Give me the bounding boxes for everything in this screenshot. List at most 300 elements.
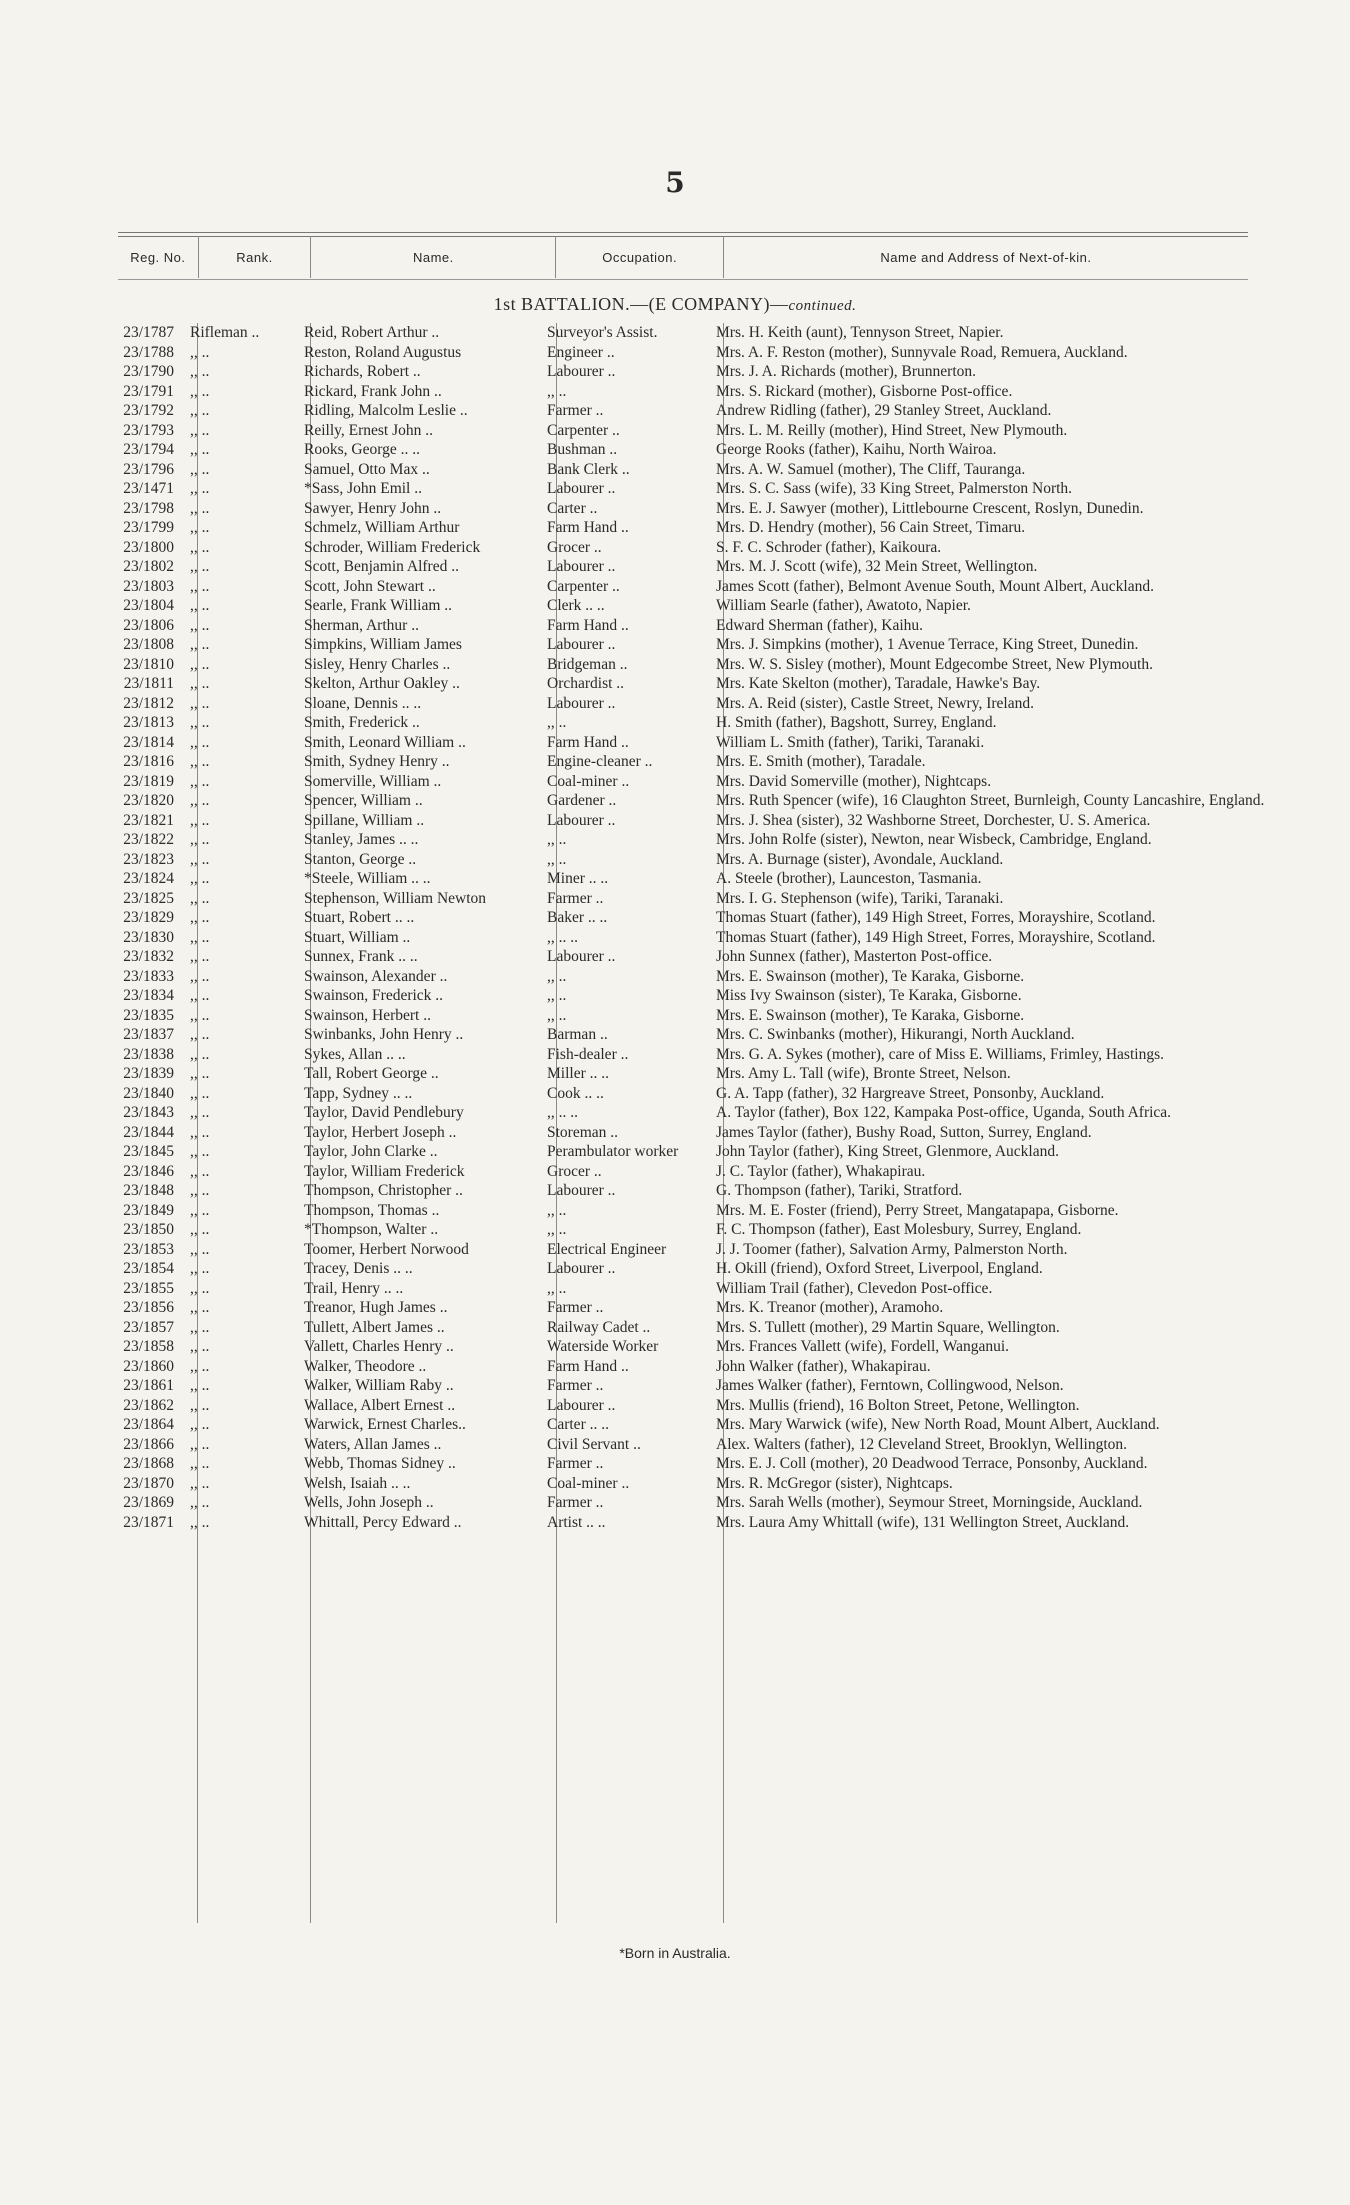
next-of-kin-cell: John Walker (father), Whakapirau. bbox=[716, 1357, 931, 1375]
reg-no-cell: 23/1799 bbox=[123, 519, 174, 536]
table-row bbox=[104, 733, 1270, 753]
reg-no-cell: 23/1850 bbox=[123, 1221, 174, 1238]
reg-no-cell: 23/1843 bbox=[123, 1104, 174, 1121]
name-cell: Tapp, Sydney .. .. bbox=[304, 1084, 413, 1102]
name-cell: Skelton, Arthur Oakley .. bbox=[304, 675, 460, 692]
reg-no-cell: 23/1839 bbox=[123, 1065, 174, 1082]
reg-no-cell: 23/1802 bbox=[123, 558, 174, 575]
rank-cell: Rifleman .. bbox=[190, 324, 260, 341]
name-cell: Waters, Allan James .. bbox=[304, 1435, 442, 1453]
rank-cell: ,, .. bbox=[190, 460, 210, 478]
reg-no-cell: 23/1813 bbox=[123, 714, 174, 731]
occupation-cell: ,, .. bbox=[547, 1279, 567, 1297]
reg-no-cell: 23/1862 bbox=[123, 1396, 174, 1414]
rank-cell: ,, .. bbox=[190, 597, 210, 614]
occupation-cell: Farmer .. bbox=[547, 402, 604, 419]
rank-cell: ,, .. bbox=[190, 1045, 210, 1063]
reg-no-cell: 23/1830 bbox=[123, 928, 174, 946]
reg-no-cell: 23/1788 bbox=[123, 343, 174, 361]
next-of-kin-cell: James Taylor (father), Bushy Road, Sutton, Surrey, England. bbox=[716, 1123, 1092, 1141]
header-rank: Rank. bbox=[199, 236, 312, 278]
name-cell: Stanton, George .. bbox=[304, 850, 417, 868]
next-of-kin-cell: Mrs. E. Swainson (mother), Te Karaka, Gisborne. bbox=[716, 1006, 1025, 1024]
rank-cell: ,, .. bbox=[190, 1162, 210, 1180]
occupation-cell: Surveyor's Assist. bbox=[547, 324, 658, 341]
next-of-kin-cell: Mrs. David Somerville (mother), Nightcaps. bbox=[716, 772, 992, 790]
occupation-cell: Carter .. .. bbox=[547, 1416, 609, 1433]
next-of-kin-cell: J. C. Taylor (father), Whakapirau. bbox=[716, 1162, 926, 1180]
next-of-kin-cell: Alex. Walters (father), 12 Cleveland Street, Brooklyn, Wellington. bbox=[716, 1435, 1128, 1453]
next-of-kin-cell: Edward Sherman (father), Kaihu. bbox=[716, 616, 924, 634]
occupation-cell: ,, .. .. bbox=[547, 1104, 578, 1121]
occupation-cell: Carter .. bbox=[547, 499, 598, 517]
occupation-cell: Farmer .. bbox=[547, 1494, 604, 1511]
reg-no-cell: 23/1871 bbox=[123, 1513, 174, 1531]
next-of-kin-cell: George Rooks (father), Kaihu, North Wairoa. bbox=[716, 441, 997, 458]
reg-no-cell: 23/1812 bbox=[123, 694, 174, 712]
occupation-cell: Perambulator worker bbox=[547, 1143, 679, 1160]
name-cell: Sunnex, Frank .. .. bbox=[304, 948, 418, 965]
next-of-kin-cell: Mrs. E. Swainson (mother), Te Karaka, Gisborne. bbox=[716, 967, 1025, 985]
reg-no-cell: 23/1471 bbox=[123, 480, 174, 497]
next-of-kin-cell: Mrs. Frances Vallett (wife), Fordell, Wanganui. bbox=[716, 1338, 1010, 1355]
rank-cell: ,, .. bbox=[190, 1240, 210, 1258]
table-row bbox=[104, 382, 1270, 402]
table-row bbox=[104, 1201, 1270, 1221]
next-of-kin-cell: J. J. Toomer (father), Salvation Army, Palmerston North. bbox=[716, 1240, 1068, 1258]
occupation-cell: Labourer .. bbox=[547, 811, 616, 829]
occupation-cell: ,, .. .. bbox=[547, 928, 578, 946]
rank-cell: ,, .. bbox=[190, 1299, 210, 1316]
occupation-cell: Clerk .. .. bbox=[547, 597, 605, 614]
table-row bbox=[104, 1513, 1270, 1533]
table-row bbox=[104, 928, 1270, 948]
footnote: *Born in Australia. bbox=[619, 1945, 731, 1961]
reg-no-cell: 23/1858 bbox=[123, 1338, 174, 1355]
name-cell: Wells, John Joseph .. bbox=[304, 1494, 434, 1511]
reg-no-cell: 23/1868 bbox=[123, 1455, 174, 1472]
name-cell: Taylor, William Frederick bbox=[304, 1162, 465, 1180]
rank-cell: ,, .. bbox=[190, 1084, 210, 1102]
name-cell: Swainson, Herbert .. bbox=[304, 1006, 431, 1024]
table-row bbox=[104, 655, 1270, 675]
occupation-cell: ,, .. bbox=[547, 967, 567, 985]
next-of-kin-cell: G. A. Tapp (father), 32 Hargreave Street, Ponsonby, Auckland. bbox=[716, 1084, 1105, 1102]
reg-no-cell: 23/1821 bbox=[123, 811, 174, 829]
reg-no-cell: 23/1787 bbox=[123, 324, 174, 341]
reg-no-cell: 23/1791 bbox=[123, 382, 174, 400]
table-row bbox=[104, 538, 1270, 558]
next-of-kin-cell: Mrs. C. Swinbanks (mother), Hikurangi, North Auckland. bbox=[716, 1026, 1075, 1043]
occupation-cell: Baker .. .. bbox=[547, 909, 608, 926]
reg-no-cell: 23/1860 bbox=[123, 1357, 174, 1375]
name-cell: Schmelz, William Arthur bbox=[304, 519, 460, 536]
name-cell: Richards, Robert .. bbox=[304, 363, 421, 380]
rank-cell: ,, .. bbox=[190, 1435, 210, 1453]
table-row bbox=[104, 1181, 1270, 1201]
next-of-kin-cell: G. Thompson (father), Tariki, Stratford. bbox=[716, 1182, 963, 1199]
rank-cell: ,, .. bbox=[190, 538, 210, 556]
name-cell: Sykes, Allan .. .. bbox=[304, 1045, 406, 1063]
next-of-kin-cell: A. Taylor (father), Box 122, Kampaka Post-office, Uganda, South Africa. bbox=[716, 1104, 1172, 1121]
table-row bbox=[104, 1454, 1270, 1474]
next-of-kin-cell: Mrs. A. W. Samuel (mother), The Cliff, Tauranga. bbox=[716, 460, 1026, 478]
rank-cell: ,, .. bbox=[190, 1123, 210, 1141]
reg-no-cell: 23/1793 bbox=[123, 421, 174, 439]
name-cell: Walker, Theodore .. bbox=[304, 1357, 427, 1375]
next-of-kin-cell: H. Okill (friend), Oxford Street, Liverpool, England. bbox=[716, 1260, 1043, 1277]
next-of-kin-cell: Mrs. S. Tullett (mother), 29 Martin Square, Wellington. bbox=[716, 1318, 1060, 1336]
next-of-kin-cell: John Sunnex (father), Masterton Post-office. bbox=[716, 948, 993, 965]
rank-cell: ,, .. bbox=[190, 1006, 210, 1024]
reg-no-cell: 23/1857 bbox=[123, 1318, 174, 1336]
name-cell: Vallett, Charles Henry .. bbox=[304, 1338, 454, 1355]
next-of-kin-cell: Thomas Stuart (father), 149 High Street, Forres, Morayshire, Scotland. bbox=[716, 928, 1156, 946]
occupation-cell: ,, .. bbox=[547, 1201, 567, 1219]
rank-cell: ,, .. bbox=[190, 1396, 210, 1414]
table-row bbox=[104, 1064, 1270, 1084]
rank-cell: ,, .. bbox=[190, 675, 210, 692]
occupation-cell: ,, .. bbox=[547, 1006, 567, 1024]
reg-no-cell: 23/1824 bbox=[123, 870, 174, 887]
header-occupation: Occupation. bbox=[556, 236, 723, 278]
table-row bbox=[104, 362, 1270, 382]
table-row bbox=[104, 674, 1270, 694]
reg-no-cell: 23/1825 bbox=[123, 889, 174, 907]
next-of-kin-cell: William Trail (father), Clevedon Post-office. bbox=[716, 1279, 993, 1297]
rank-cell: ,, .. bbox=[190, 1260, 210, 1277]
table-row bbox=[104, 694, 1270, 714]
table-row bbox=[104, 1123, 1270, 1143]
table-row bbox=[104, 1142, 1270, 1162]
occupation-cell: Labourer .. bbox=[547, 480, 616, 497]
reg-no-cell: 23/1848 bbox=[123, 1182, 174, 1199]
rank-cell: ,, .. bbox=[190, 519, 210, 536]
occupation-cell: Farmer .. bbox=[547, 1299, 604, 1316]
rank-cell: ,, .. bbox=[190, 577, 210, 595]
name-cell: Sisley, Henry Charles .. bbox=[304, 655, 451, 673]
table-row bbox=[104, 772, 1270, 792]
occupation-cell: Farm Hand .. bbox=[547, 733, 629, 751]
name-cell: Searle, Frank William .. bbox=[304, 597, 453, 614]
next-of-kin-cell: Mrs. S. C. Sass (wife), 33 King Street, Palmerston North. bbox=[716, 480, 1073, 497]
table-row bbox=[104, 1103, 1270, 1123]
next-of-kin-cell: Andrew Ridling (father), 29 Stanley Street, Auckland. bbox=[716, 402, 1052, 419]
reg-no-cell: 23/1796 bbox=[123, 460, 174, 478]
reg-no-cell: 23/1853 bbox=[123, 1240, 174, 1258]
next-of-kin-cell: Mrs. I. G. Stephenson (wife), Tariki, Taranaki. bbox=[716, 889, 1004, 907]
rank-cell: ,, .. bbox=[190, 1026, 210, 1043]
table-row bbox=[104, 1298, 1270, 1318]
occupation-cell: Labourer .. bbox=[547, 1260, 616, 1277]
next-of-kin-cell: Miss Ivy Swainson (sister), Te Karaka, Gisborne. bbox=[716, 987, 1022, 1004]
section-title-text: 1st BATTALION.—(E COMPANY)— bbox=[493, 294, 789, 314]
occupation-cell: Orchardist .. bbox=[547, 675, 625, 692]
table-row bbox=[104, 1279, 1270, 1299]
table-row bbox=[104, 811, 1270, 831]
rank-cell: ,, .. bbox=[190, 343, 210, 361]
next-of-kin-cell: Thomas Stuart (father), 149 High Street, Forres, Morayshire, Scotland. bbox=[716, 909, 1156, 926]
occupation-cell: ,, .. bbox=[547, 714, 567, 731]
next-of-kin-cell: Mrs. J. Simpkins (mother), 1 Avenue Terrace, King Street, Dunedin. bbox=[716, 636, 1139, 653]
occupation-cell: Bushman .. bbox=[547, 441, 618, 458]
reg-no-cell: 23/1864 bbox=[123, 1416, 174, 1433]
name-cell: Taylor, John Clarke .. bbox=[304, 1143, 438, 1160]
next-of-kin-cell: Mrs. A. F. Reston (mother), Sunnyvale Road, Remuera, Auckland. bbox=[716, 343, 1128, 361]
reg-no-cell: 23/1808 bbox=[123, 636, 174, 653]
table-row bbox=[104, 616, 1270, 636]
name-cell: Stanley, James .. .. bbox=[304, 831, 419, 848]
occupation-cell: Labourer .. bbox=[547, 636, 616, 653]
next-of-kin-cell: Mrs. M. E. Foster (friend), Perry Street, Mangatapapa, Gisborne. bbox=[716, 1201, 1119, 1219]
occupation-cell: Miller .. .. bbox=[547, 1065, 609, 1082]
table-header bbox=[118, 236, 1248, 278]
next-of-kin-cell: Mrs. W. S. Sisley (mother), Mount Edgecombe Street, New Plymouth. bbox=[716, 655, 1153, 673]
occupation-cell: Farm Hand .. bbox=[547, 616, 629, 634]
next-of-kin-cell: William L. Smith (father), Tariki, Taranaki. bbox=[716, 733, 985, 751]
next-of-kin-cell: Mrs. J. A. Richards (mother), Brunnerton. bbox=[716, 363, 977, 380]
occupation-cell: Bank Clerk .. bbox=[547, 460, 630, 478]
rank-cell: ,, .. bbox=[190, 1221, 210, 1238]
next-of-kin-cell: Mrs. G. A. Sykes (mother), care of Miss E. Williams, Frimley, Hastings. bbox=[716, 1045, 1164, 1063]
name-cell: Treanor, Hugh James .. bbox=[304, 1299, 448, 1316]
table-row bbox=[104, 460, 1270, 480]
rank-cell: ,, .. bbox=[190, 655, 210, 673]
name-cell: Warwick, Ernest Charles.. bbox=[304, 1416, 466, 1433]
reg-no-cell: 23/1866 bbox=[123, 1435, 174, 1453]
occupation-cell: Storeman .. bbox=[547, 1123, 619, 1141]
next-of-kin-cell: Mrs. L. M. Reilly (mother), Hind Street, New Plymouth. bbox=[716, 421, 1068, 439]
next-of-kin-cell: S. F. C. Schroder (father), Kaikoura. bbox=[716, 538, 942, 556]
occupation-cell: ,, .. bbox=[547, 987, 567, 1004]
occupation-cell: Railway Cadet .. bbox=[547, 1318, 651, 1336]
occupation-cell: Fish-dealer .. bbox=[547, 1045, 629, 1063]
table-row bbox=[104, 1396, 1270, 1416]
table-row bbox=[104, 986, 1270, 1006]
rank-cell: ,, .. bbox=[190, 499, 210, 517]
reg-no-cell: 23/1811 bbox=[123, 675, 174, 692]
occupation-cell: Gardener .. bbox=[547, 792, 617, 809]
next-of-kin-cell: F. C. Thompson (father), East Molesbury, Surrey, England. bbox=[716, 1221, 1082, 1238]
rank-cell: ,, .. bbox=[190, 382, 210, 400]
occupation-cell: Barman .. bbox=[547, 1026, 608, 1043]
name-cell: Smith, Sydney Henry .. bbox=[304, 753, 450, 770]
occupation-cell: Labourer .. bbox=[547, 1182, 616, 1199]
reg-no-cell: 23/1838 bbox=[123, 1045, 174, 1063]
rank-cell: ,, .. bbox=[190, 753, 210, 770]
next-of-kin-cell: James Scott (father), Belmont Avenue South, Mount Albert, Auckland. bbox=[716, 577, 1154, 595]
name-cell: Rickard, Frank John .. bbox=[304, 382, 442, 400]
occupation-cell: Labourer .. bbox=[547, 1396, 616, 1414]
rank-cell: ,, .. bbox=[190, 402, 210, 419]
name-cell: Smith, Frederick .. bbox=[304, 714, 420, 731]
rank-cell: ,, .. bbox=[190, 1182, 210, 1199]
reg-no-cell: 23/1846 bbox=[123, 1162, 174, 1180]
occupation-cell: Engineer .. bbox=[547, 343, 615, 361]
name-cell: Spencer, William .. bbox=[304, 792, 423, 809]
reg-no-cell: 23/1823 bbox=[123, 850, 174, 868]
reg-no-cell: 23/1794 bbox=[123, 441, 174, 458]
next-of-kin-cell: Mrs. A. Reid (sister), Castle Street, Newry, Ireland. bbox=[716, 694, 1034, 712]
rank-cell: ,, .. bbox=[190, 636, 210, 653]
name-cell: Swinbanks, John Henry .. bbox=[304, 1026, 464, 1043]
table-row bbox=[104, 1240, 1270, 1260]
rank-cell: ,, .. bbox=[190, 831, 210, 848]
next-of-kin-cell: Mrs. E. Smith (mother), Taradale. bbox=[716, 753, 926, 770]
table-row bbox=[104, 557, 1270, 577]
reg-no-cell: 23/1869 bbox=[123, 1494, 174, 1511]
rank-cell: ,, .. bbox=[190, 967, 210, 985]
reg-no-cell: 23/1790 bbox=[123, 363, 174, 380]
table-row bbox=[104, 440, 1270, 460]
next-of-kin-cell: James Walker (father), Ferntown, Collingwood, Nelson. bbox=[716, 1377, 1064, 1394]
rank-cell: ,, .. bbox=[190, 1377, 210, 1394]
table-row bbox=[104, 1493, 1270, 1513]
table-row bbox=[104, 850, 1270, 870]
occupation-cell: Grocer .. bbox=[547, 538, 602, 556]
name-cell: Taylor, Herbert Joseph .. bbox=[304, 1123, 457, 1141]
rank-cell: ,, .. bbox=[190, 1065, 210, 1082]
next-of-kin-cell: William Searle (father), Awatoto, Napier. bbox=[716, 597, 971, 614]
name-cell: Rooks, George .. .. bbox=[304, 441, 420, 458]
rank-cell: ,, .. bbox=[190, 1513, 210, 1531]
reg-no-cell: 23/1798 bbox=[123, 499, 174, 517]
rank-cell: ,, .. bbox=[190, 1494, 210, 1511]
next-of-kin-cell: Mrs. E. J. Coll (mother), 20 Deadwood Terrace, Ponsonby, Auckland. bbox=[716, 1455, 1148, 1472]
table-row bbox=[104, 1045, 1270, 1065]
occupation-cell: Miner .. .. bbox=[547, 870, 609, 887]
reg-no-cell: 23/1861 bbox=[123, 1377, 174, 1394]
rank-cell: ,, .. bbox=[190, 772, 210, 790]
next-of-kin-cell: Mrs. Mullis (friend), 16 Bolton Street, Petone, Wellington. bbox=[716, 1396, 1080, 1414]
table-row bbox=[104, 518, 1270, 538]
name-cell: Scott, John Stewart .. bbox=[304, 577, 436, 595]
name-cell: Thompson, Thomas .. bbox=[304, 1201, 440, 1219]
next-of-kin-cell: Mrs. Amy L. Tall (wife), Bronte Street, Nelson. bbox=[716, 1065, 1011, 1082]
name-cell: Reilly, Ernest John .. bbox=[304, 421, 434, 439]
rank-cell: ,, .. bbox=[190, 1416, 210, 1433]
occupation-cell: Bridgeman .. bbox=[547, 655, 628, 673]
reg-no-cell: 23/1840 bbox=[123, 1084, 174, 1102]
next-of-kin-cell: Mrs. K. Treanor (mother), Aramoho. bbox=[716, 1299, 944, 1316]
reg-no-cell: 23/1834 bbox=[123, 987, 174, 1004]
name-cell: Walker, William Raby .. bbox=[304, 1377, 454, 1394]
table-row bbox=[104, 421, 1270, 441]
reg-no-cell: 23/1806 bbox=[123, 616, 174, 634]
occupation-cell: Artist .. .. bbox=[547, 1513, 606, 1531]
next-of-kin-cell: Mrs. E. J. Sawyer (mother), Littlebourne Crescent, Roslyn, Dunedin. bbox=[716, 499, 1144, 517]
rank-cell: ,, .. bbox=[190, 1474, 210, 1492]
section-title bbox=[0, 294, 1350, 315]
reg-no-cell: 23/1822 bbox=[123, 831, 174, 848]
table-row bbox=[104, 1357, 1270, 1377]
rank-cell: ,, .. bbox=[190, 733, 210, 751]
reg-no-cell: 23/1810 bbox=[123, 655, 174, 673]
name-cell: Ridling, Malcolm Leslie .. bbox=[304, 402, 468, 419]
reg-no-cell: 23/1792 bbox=[123, 402, 174, 419]
name-cell: Welsh, Isaiah .. .. bbox=[304, 1474, 411, 1492]
table-row bbox=[104, 1318, 1270, 1338]
table-row bbox=[104, 1474, 1270, 1494]
table-row bbox=[104, 889, 1270, 909]
reg-no-cell: 23/1849 bbox=[123, 1201, 174, 1219]
name-cell: Reid, Robert Arthur .. bbox=[304, 324, 440, 341]
name-cell: *Sass, John Emil .. bbox=[304, 480, 422, 497]
name-cell: Simpkins, William James bbox=[304, 636, 462, 653]
reg-no-cell: 23/1820 bbox=[123, 792, 174, 809]
table-row bbox=[104, 635, 1270, 655]
reg-no-cell: 23/1800 bbox=[123, 538, 174, 556]
occupation-cell: Labourer .. bbox=[547, 948, 616, 965]
occupation-cell: Labourer .. bbox=[547, 363, 616, 380]
table-row bbox=[104, 596, 1270, 616]
rank-cell: ,, .. bbox=[190, 714, 210, 731]
rank-cell: ,, .. bbox=[190, 948, 210, 965]
occupation-cell: Labourer .. bbox=[547, 694, 616, 712]
name-cell: Taylor, David Pendlebury bbox=[304, 1104, 464, 1121]
occupation-cell: Carpenter .. bbox=[547, 577, 620, 595]
occupation-cell: Farm Hand .. bbox=[547, 519, 629, 536]
occupation-cell: Grocer .. bbox=[547, 1162, 602, 1180]
next-of-kin-cell: John Taylor (father), King Street, Glenmore, Auckland. bbox=[716, 1143, 1059, 1160]
next-of-kin-cell: Mrs. J. Shea (sister), 32 Washborne Street, Dorchester, U. S. America. bbox=[716, 811, 1151, 829]
next-of-kin-cell: Mrs. M. J. Scott (wife), 32 Mein Street, Wellington. bbox=[716, 558, 1038, 575]
table-row bbox=[104, 869, 1270, 889]
name-cell: Whittall, Percy Edward .. bbox=[304, 1513, 462, 1531]
name-cell: *Steele, William .. .. bbox=[304, 870, 431, 887]
next-of-kin-cell: Mrs. Ruth Spencer (wife), 16 Claughton Street, Burnleigh, County Lancashire, England. bbox=[716, 792, 1265, 809]
occupation-cell: Labourer .. bbox=[547, 558, 616, 575]
name-cell: Samuel, Otto Max .. bbox=[304, 460, 430, 478]
next-of-kin-cell: Mrs. Mary Warwick (wife), New North Road, Mount Albert, Auckland. bbox=[716, 1416, 1160, 1433]
name-cell: Reston, Roland Augustus bbox=[304, 343, 462, 361]
occupation-cell: Waterside Worker bbox=[547, 1338, 659, 1355]
next-of-kin-cell: Mrs. D. Hendry (mother), 56 Cain Street, Timaru. bbox=[716, 519, 1026, 536]
table-row bbox=[104, 752, 1270, 772]
table-row bbox=[104, 1259, 1270, 1279]
rank-cell: ,, .. bbox=[190, 1455, 210, 1472]
name-cell: Sawyer, Henry John .. bbox=[304, 499, 442, 517]
table-row bbox=[104, 577, 1270, 597]
name-cell: Swainson, Alexander .. bbox=[304, 967, 448, 985]
reg-no-cell: 23/1835 bbox=[123, 1006, 174, 1024]
name-cell: Sloane, Dennis .. .. bbox=[304, 694, 422, 712]
section-continued: continued. bbox=[788, 298, 857, 314]
occupation-cell: Farmer .. bbox=[547, 889, 604, 907]
reg-no-cell: 23/1814 bbox=[123, 733, 174, 751]
table-row bbox=[104, 830, 1270, 850]
rank-cell: ,, .. bbox=[190, 1201, 210, 1219]
header-next-of-kin: Name and Address of Next-of-kin. bbox=[880, 249, 1092, 265]
reg-no-cell: 23/1819 bbox=[123, 772, 174, 790]
reg-no-cell: 23/1829 bbox=[123, 909, 174, 926]
rank-cell: ,, .. bbox=[190, 987, 210, 1004]
rank-cell: ,, .. bbox=[190, 1318, 210, 1336]
rank-cell: ,, .. bbox=[190, 421, 210, 439]
reg-no-cell: 23/1803 bbox=[123, 577, 174, 595]
next-of-kin-cell: A. Steele (brother), Launceston, Tasmania. bbox=[716, 870, 982, 887]
roll-table bbox=[104, 323, 1270, 1532]
table-row bbox=[104, 1337, 1270, 1357]
table-row bbox=[104, 323, 1270, 343]
occupation-cell: Civil Servant .. bbox=[547, 1435, 641, 1453]
occupation-cell: Farmer .. bbox=[547, 1377, 604, 1394]
next-of-kin-cell: Mrs. John Rolfe (sister), Newton, near Wisbeck, Cambridge, England. bbox=[716, 831, 1152, 848]
table-row bbox=[104, 967, 1270, 987]
rank-cell: ,, .. bbox=[190, 870, 210, 887]
reg-no-cell: 23/1856 bbox=[123, 1299, 174, 1316]
occupation-cell: ,, .. bbox=[547, 831, 567, 848]
